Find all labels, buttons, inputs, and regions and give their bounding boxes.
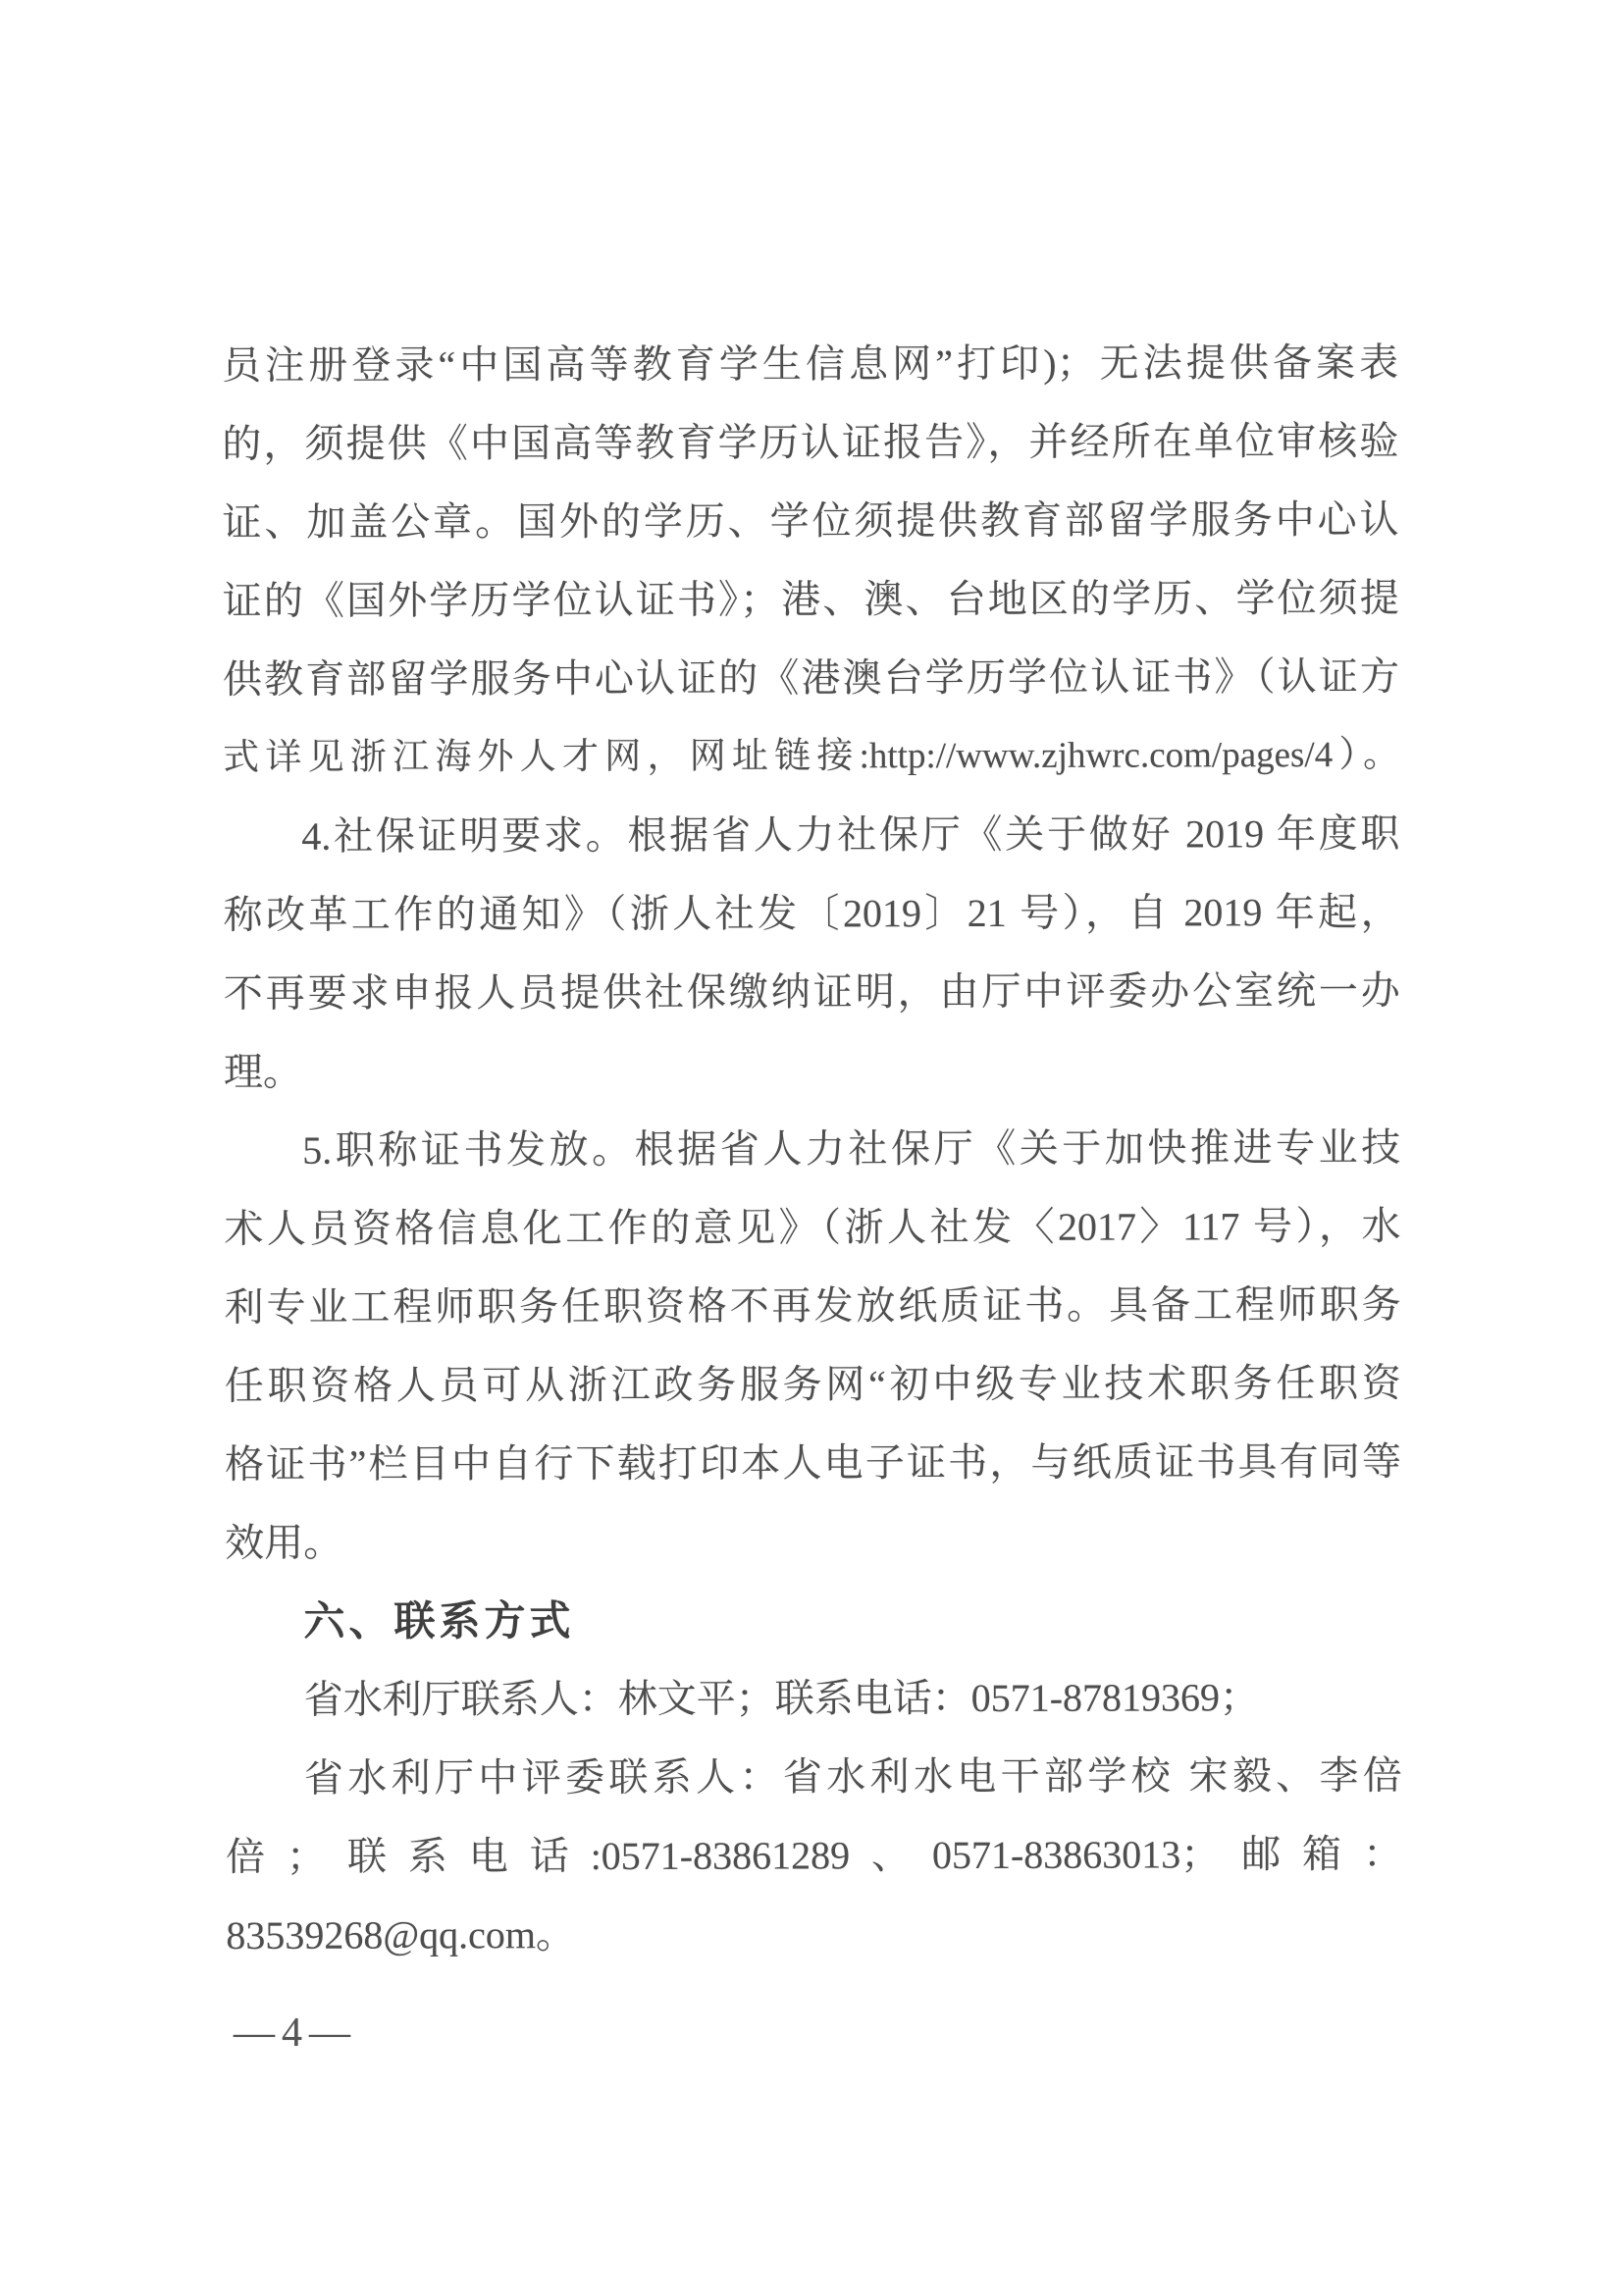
text-line: 效用。 bbox=[225, 1520, 343, 1565]
text-line: 5.职称证书发放。根据省人力社保厅《关于加快推进专业技 bbox=[302, 1124, 1401, 1173]
text-line: 证的《国外学历学位认证书》；港、澳、台地区的学历、学位须提 bbox=[222, 575, 1399, 623]
text-line: 证、加盖公章。国外的学历、学位须提供教育部留学服务中心认 bbox=[222, 496, 1399, 545]
text-line: 83539268@qq.com。 bbox=[226, 1912, 576, 1957]
text-line: 术人员资格信息化工作的意见》（浙人社发〈2017〉117 号），水 bbox=[224, 1203, 1401, 1251]
text-line: 供教育部留学服务中心认证的《港澳台学历学位认证书》（认证方 bbox=[222, 653, 1399, 702]
text-line: 利专业工程师职务任职资格不再发放纸质证书。具备工程师职务 bbox=[224, 1281, 1401, 1330]
text-line: 4.社保证明要求。根据省人力社保厅《关于做好 2019 年度职 bbox=[301, 810, 1400, 859]
text-line: 式详见浙江海外人才网，网址链接:http://www.zjhwrc.com/pages/4）。 bbox=[223, 734, 1400, 778]
text-line: 任职资格人员可从浙江政务服务网“初中级专业技术职务任职资 bbox=[224, 1360, 1401, 1408]
text-line: 倍；联系电话:0571-83861289、0571-83863013；邮箱： bbox=[226, 1831, 1403, 1879]
text-line: 员注册登录“中国高等教育学生信息网”打印)；无法提供备案表 bbox=[222, 339, 1399, 388]
text-line: 的，须提供《中国高等教育学历认证报告》，并经所在单位审核验 bbox=[222, 418, 1399, 466]
text-line: 省水利厅中评委联系人：省水利水电干部学校 宋毅、李倍 bbox=[303, 1752, 1402, 1800]
text-line: 称改革工作的通知》（浙人社发〔2019〕21 号），自 2019 年起， bbox=[223, 889, 1400, 937]
text-line: 格证书”栏目中自行下载打印本人电子证书，与纸质证书具有同等 bbox=[224, 1438, 1402, 1487]
text-line: 省水利厅联系人：林文平；联系电话：0571-87819369； bbox=[303, 1675, 1260, 1722]
text-line: 六、联系方式 bbox=[303, 1597, 575, 1644]
text-line: 不再要求申报人员提供社保缴纳证明，由厅中评委办公室统一办 bbox=[223, 967, 1400, 1016]
document-body bbox=[222, 324, 1402, 1975]
page-number: —4— bbox=[234, 2010, 357, 2056]
text-line: 理。 bbox=[223, 1049, 303, 1094]
